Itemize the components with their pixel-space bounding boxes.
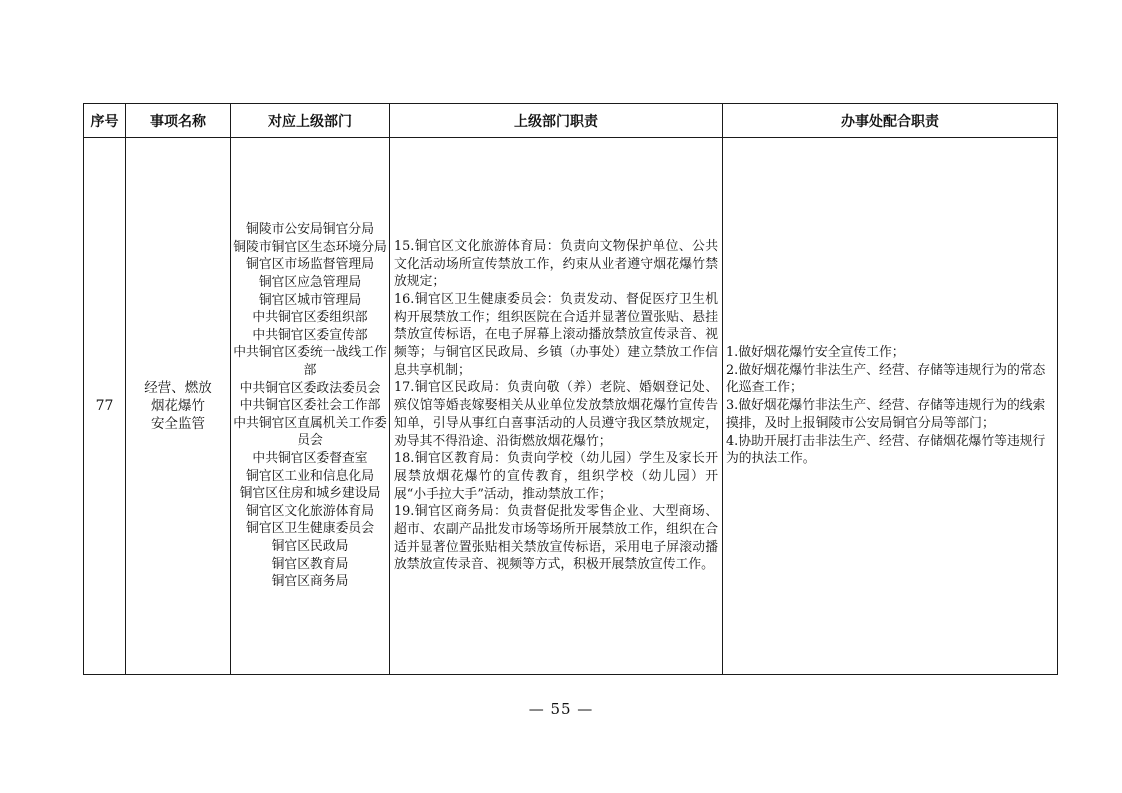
table-header [84, 104, 1058, 138]
item-name-line: 安全监管 [151, 416, 205, 432]
duty-item: 16.铜官区卫生健康委员会：负责发动、督促医疗卫生机构开展禁放工作；组织医院在合适并显著位置张贴、悬挂禁放宣传标语，在电子屏幕上滚动播放禁放宣传录音、视频等；与铜官区民政局、乡镇（办事处）建立禁放工作信息共享机制； [394, 291, 718, 378]
duty-item: 18.铜官区教育局：负责向学校（幼儿园）学生及家长开展禁放烟花爆竹的宣传教育，组织学校（幼儿园）开展“小手拉大手”活动，推动禁放工作； [394, 451, 718, 502]
page-number: — 55 — [528, 700, 594, 718]
duty-item: 15.铜官区文化旅游体育局：负责向文物保护单位、公共文化活动场所宣传禁放工作，约束从业者遵守烟花爆竹禁放规定； [394, 238, 718, 290]
department-item: 铜官区民政局 [271, 538, 349, 554]
duty-item: 17.铜官区民政局：负责向敬（养）老院、婚姻登记处、殡仪馆等婚丧嫁娶相关从业单位发放禁放烟花爆竹宣传告知单，引导从事红白喜事活动的人员遵守我区禁放规定，劝导其不得沿途、沿街燃放烟花爆竹； [394, 380, 718, 449]
department-item: 中共铜官区委宣传部 [252, 327, 368, 343]
department-item: 铜官区文化旅游体育局 [246, 503, 374, 519]
header-office-cooperation: 办事处配合职责 [723, 104, 1058, 138]
department-item: 铜官区城市管理局 [258, 292, 362, 308]
department-item: 中共铜官区委组织部 [252, 310, 368, 326]
responsibility-table [83, 103, 1058, 675]
department-item: 中共铜官区委督查室 [252, 450, 368, 466]
duty-item: 19.铜官区商务局：负责督促批发零售企业、大型商场、超市、农副产品批发市场等场所开展禁放工作，组织在合适并显著位置张贴相关禁放宣传标语，采用电子屏滚动播放禁放宣传录音、视频等方式，积极开展禁放宣传工作。 [394, 504, 718, 573]
department-list [231, 221, 389, 590]
department-cell [231, 138, 390, 675]
department-item: 铜官区市场监督管理局 [246, 257, 374, 273]
department-item: 铜官区住房和城乡建设局 [239, 486, 381, 502]
cooperation-item: 1.做好烟花爆竹安全宣传工作； [726, 344, 905, 360]
table-row [84, 138, 1058, 675]
department-item: 铜陵市铜官区生态环境分局 [233, 239, 387, 255]
cooperation-item: 4.协助开展打击非法生产、经营、存储烟花爆竹等违规行为的执法工作。 [726, 433, 1046, 467]
item-name-line: 烟花爆竹 [151, 398, 205, 414]
header-superior-duties: 上级部门职责 [390, 104, 723, 138]
department-item: 铜官区工业和信息化局 [246, 468, 374, 484]
department-item: 中共铜官区委政法委员会 [239, 380, 381, 396]
cooperation-cell [723, 138, 1058, 675]
header-number: 序号 [84, 104, 126, 138]
department-item: 中共铜官区委社会工作部 [239, 398, 381, 414]
department-item: 铜官区教育局 [271, 556, 349, 572]
item-name-line: 经营、燃放 [144, 380, 212, 396]
duties-cell [390, 138, 723, 675]
cooperation-item: 3.做好烟花爆竹非法生产、经营、存储等违规行为的线索摸排，及时上报铜陵市公安局铜官分局等部门； [726, 398, 1046, 431]
header-superior-department: 对应上级部门 [231, 104, 390, 138]
header-item-name: 事项名称 [126, 104, 231, 138]
department-item: 中共铜官区委统一战线工作部 [233, 345, 387, 379]
department-item: 铜官区商务局 [271, 574, 349, 590]
item-name-cell [126, 138, 231, 675]
department-item: 铜官区卫生健康委员会 [246, 521, 374, 537]
cooperation-item: 2.做好烟花爆竹非法生产、经营、存储等违规行为的常态化巡查工作； [726, 362, 1046, 396]
department-item: 铜官区应急管理局 [258, 275, 362, 291]
row-number: 77 [84, 138, 126, 675]
department-item: 铜陵市公安局铜官分局 [246, 222, 374, 238]
department-item: 中共铜官区直属机关工作委员会 [233, 415, 387, 449]
